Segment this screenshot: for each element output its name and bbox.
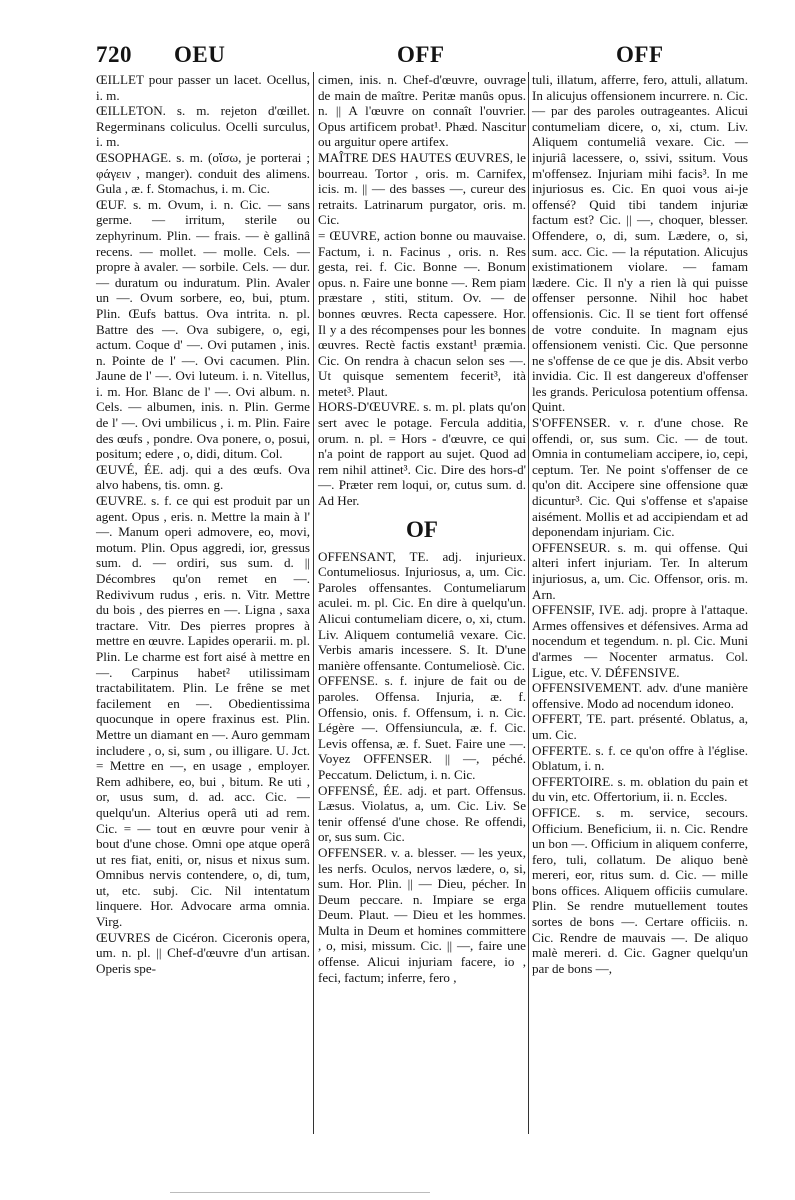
entry-offert: OFFERT, TE. part. présenté. Oblatus, a, um. Cic.	[532, 711, 748, 742]
entry-offenser-continued: tuli, illatum, afferre, fero, attuli, allatum. In alicujus offensionem incurrere. n. Cic. — par des paroles outrageantes. Alicui contumeliam dicere, o, xi, ctum. Liv. Aliquem contumeliâ vexare. Cic. — injuriâ lacessere, o, ssivi, ssitum. Vous m'offensez. Injuriam mihi facis³. In me injuriosus es. Cic. En quoi vous ai-je offensé? Quid tibi tandem injuriæ factum est? Cic. || —, choquer, blesser. Offendere, o, di, sum. Lædere, o, si, sum. acc. Cic. — la réputation. Alicujus existimationem violare. — famam lædere. Cic. Il n'y a rien là qui puisse offenser personne. Nihil hoc habet offensionis. Cic. Il se tient fort offensé de votre conduite. In magnam ejus offensionem venisti. Cic. Que personne ne s'offense de ce que je dis. Absit verbo invidia. Cic. Il est dangereux d'offenser les grands. Periculosa potentium offensa. Quint.	[532, 72, 748, 415]
running-head-left: OEU	[174, 42, 226, 67]
page-number: 720	[96, 42, 132, 67]
running-head-right: OFF	[616, 42, 664, 67]
entry-offensif: OFFENSIF, IVE. adj. propre à l'attaque. Armes offensives et défensives. Arma ad nocendum et tegendum. n. pl. Cic. Muni d'armes — Nocenter armatus. Col. Ligue, etc. V. DÉFENSIVE.	[532, 602, 748, 680]
section-heading-of: OF	[406, 516, 438, 542]
entry-offensivement: OFFENSIVEMENT. adv. d'une manière offensive. Modo ad nocendum idoneo.	[532, 680, 748, 711]
entry-offertoire: OFFERTOIRE. s. m. oblation du pain et du vin, etc. Offertorium, ii. n. Eccles.	[532, 773, 748, 805]
running-head-center: OFF	[397, 42, 445, 67]
entry-office: OFFICE. s. m. service, secours. Officium. Beneficium, ii. n. Cic. Rendre un bon —. Officium in aliquem conferre, fero, tuli, collatum. De aliquo benè mereri, eor, ritus sum. d. Cic. — mille bons offices. Aliquem officiis cumulare. Plin. Se rendre mutuellement toutes sortes de bons —. Certare officiis. n. Cic. Rendre de mauvais —. De aliquo malè mereri. d. Cic. Gagner quelqu'un par de bons —,	[532, 804, 748, 976]
entry-offenseur: OFFENSEUR. s. m. qui offense. Qui alteri infert injuriam. Ter. In alterum injuriosus, a, um. Cic. Offensor, oris. m. Arn.	[532, 539, 748, 602]
entry-oeilleton: ŒILLETON. s. m. rejeton d'œillet. Regerminans coliculus. Ocelli surculus, i. m.	[96, 103, 310, 150]
entry-hors-doeuvre: HORS-D'ŒUVRE. s. m. pl. plats qu'on sert avec le potage. Fercula additia, orum. n. pl. = Hors - d'œuvre, ce qui n'a point de rapport au sujet. Quod ad rem nihil attinet³. Cic. Dire des hors-d' —. Præter rem loqui, or, cutus sum. d. Ad Her.	[318, 399, 526, 509]
entry-soffenser: S'OFFENSER. v. r. d'une chose. Re offendi, or, sus sum. Cic. — de tout. Omnia in contumeliam accipere, io, cepi, ceptum. Ter. Ne point s'offenser de ce qu'on dit. Accipere sine offensione quæ dicuntur³. Cic. Qui s'offense et s'apaise aisément. Mollis et ad accipiendam et ad deponendam injuriam. Cic.	[532, 415, 748, 540]
entry-offense-adj: OFFENSÉ, ÉE. adj. et part. Offensus. Læsus. Violatus, a, um. Cic. Liv. Se tenir offensé d'une chose. Re offendi, or, sus sum. Cic.	[318, 782, 526, 845]
page-header	[96, 42, 736, 72]
entry-offenser: OFFENSER. v. a. blesser. — les yeux, les nerfs. Oculos, nervos lædere, o, si, sum. Hor. Plin. || — Dieu, pécher. In Deum peccare. n. Impiare se erga Deum. Plaut. — Dieu et les hommes. Multa in Deum et homines committere , o, misi, missum. Cic. || —, faire une offense. Alicui injuriam facere, io , feci, factum; inferre, fero ,	[318, 844, 526, 985]
entry-oeuvre-action: = ŒUVRE, action bonne ou mauvaise. Factum, i. n. Facinus , oris. n. Res gesta, rei. f. Cic. Bonne —. Bonum opus. n. Faire une bonne —. Rem piam præstare , stiti, stitum. Ov. — de bonnes œuvres. Recta capessere. Hor. Il y a des récompenses pour les bonnes œuvres. Rectè factis exstant¹ præmia. Cic. On rendra à chacun selon ses —. Ut quisque sementem fecerit³, ità metet³. Plaut.	[318, 227, 526, 399]
bottom-edge-mark	[170, 1192, 430, 1193]
column-right	[532, 72, 748, 976]
column-center	[318, 72, 526, 985]
column-divider	[528, 72, 529, 1134]
entry-offense: OFFENSE. s. f. injure de fait ou de paroles. Offensa. Injuria, æ. f. Offensio, onis. f. Offensum, i. n. Cic. Légère —. Offensiuncula, æ. f. Cic. Levis offensa, æ. f. Suet. Faire une —. Voyez OFFENSER. || —, péché. Peccatum. Delictum, i. n. Cic.	[318, 673, 526, 782]
entry-oeuvres-ciceron: ŒUVRES de Cicéron. Ciceronis opera, um. n. pl. || Chef-d'œuvre d'un artisan. Operis spe-	[96, 929, 310, 976]
entry-oeuvre-continued: cimen, inis. n. Chef-d'œuvre, ouvrage de main de maître. Peritæ manûs opus. n. || A l'œuvre on connaît l'ouvrier. Opus artificem probat¹. Phæd. Nascitur ou arguitur opere artifex.	[318, 72, 526, 150]
column-divider	[313, 72, 314, 1134]
entry-oeillet: ŒILLET pour passer un lacet. Ocellus, i. m.	[96, 72, 310, 103]
entry-oeuve: ŒUVÉ, ÉE. adj. qui a des œufs. Ova alvo habens, tis. omn. g.	[96, 461, 310, 493]
entry-maitre-hautes-oeuvres: MAÎTRE DES HAUTES ŒUVRES, le bourreau. Tortor , oris. m. Carnifex, icis. m. || — des basses —, cureur des retraits. Latrinarum purgator, oris. m. Cic.	[318, 149, 526, 228]
column-left	[96, 72, 310, 976]
entry-oeuvre: ŒUVRE. s. f. ce qui est produit par un agent. Opus , eris. n. Mettre la main à l' —. Manum operi admovere, eo, movi, motum. Plin. Opus aggredi, ior, gressus sum. d. — ordiri, sus sum. d. || Décombres qu'on remet en —. Redivivum rudus , eris. n. Vitr. Mettre du bois , des pierres en —. Ligna , saxa tractare. Vitr. Des pierres propres à mettre en œuvre. Lapides operarii. m. pl. Plin. Le charme est fort aisé à mettre en —. Carpinus habet² utilissimam tractabilitatem. Plin. Le frêne se met facilement en —. Obedientissima quocunque in opere fraxinus est. Plin. Mettre un diamant en —. Auro gemmam includere , o, si, sum , ou illigare. U. Jct. = Mettre en —, en usage , employer. Rem adhibere, eo, bui , bitum. Re uti , or, usus sum, d. ad. acc. Cic. — quelqu'un. Alterius operâ uti ad rem. Cic. = — tout en œuvre pour venir à bout d'une chose. Omni ope atque operâ ut res fiat, eniti, or, nisus et nixus sum. Omnibus nervis contendere, o, di, tum, ut, etc. subj. Cic. Nil intentatum linquere. Hor. Advocare arma omnia. Virg.	[96, 493, 310, 930]
entry-offerte: OFFERTE. s. f. ce qu'on offre à l'église. Oblatum, i. n.	[532, 742, 748, 774]
entry-oesophage: ŒSOPHAGE. s. m. (οἴσω, je porterai ; φάγειν , manger). conduit des alimens. Gula , æ. f. Stomachus, i. m. Cic.	[96, 149, 310, 197]
entry-oeuf: ŒUF. s. m. Ovum, i. n. Cic. — sans germe. — irritum, sterile ou zephyrinum. Plin. — frais. — è gallinâ recens. — mollet. — molle. Cels. — propre à avaler. — sorbile. Cels. — dur. — duratum ou induratum. Plin. Avaler un —. Ovum sorbere, eo, bui, ptum. Plin. Œufs battus. Ova intrita. n. pl. Battre des —. Ova subigere, o, egi, actum. Coque d' —. Ovi putamen , inis. n. Pointe de l' —. Ovi cacumen. Plin. Jaune de l' —. Ovi luteum. i. n. Vitellus, i. m. Hor. Blanc de l' —. Ovi album. n. Cels. — albumen, inis. n. Plin. Germe de l' —. Ovi umbilicus , i. m. Plin. Faire des œufs , pondre. Ova ponere, o, posui, positum; edere , o, didi, ditum. Col.	[96, 196, 310, 462]
entry-offensant: OFFENSANT, TE. adj. injurieux. Contumeliosus. Injuriosus, a, um. Cic. Paroles offensantes. Contumeliarum aculei. m. pl. Cic. En dire à quelqu'un. Alicui contumeliam dicere, o, xi, ctum. Liv. Aliquem contumeliâ vexare. Cic. Verbis amaris incessere. S. It. D'une manière offensante. Contumeliosè. Cic.	[318, 548, 526, 673]
